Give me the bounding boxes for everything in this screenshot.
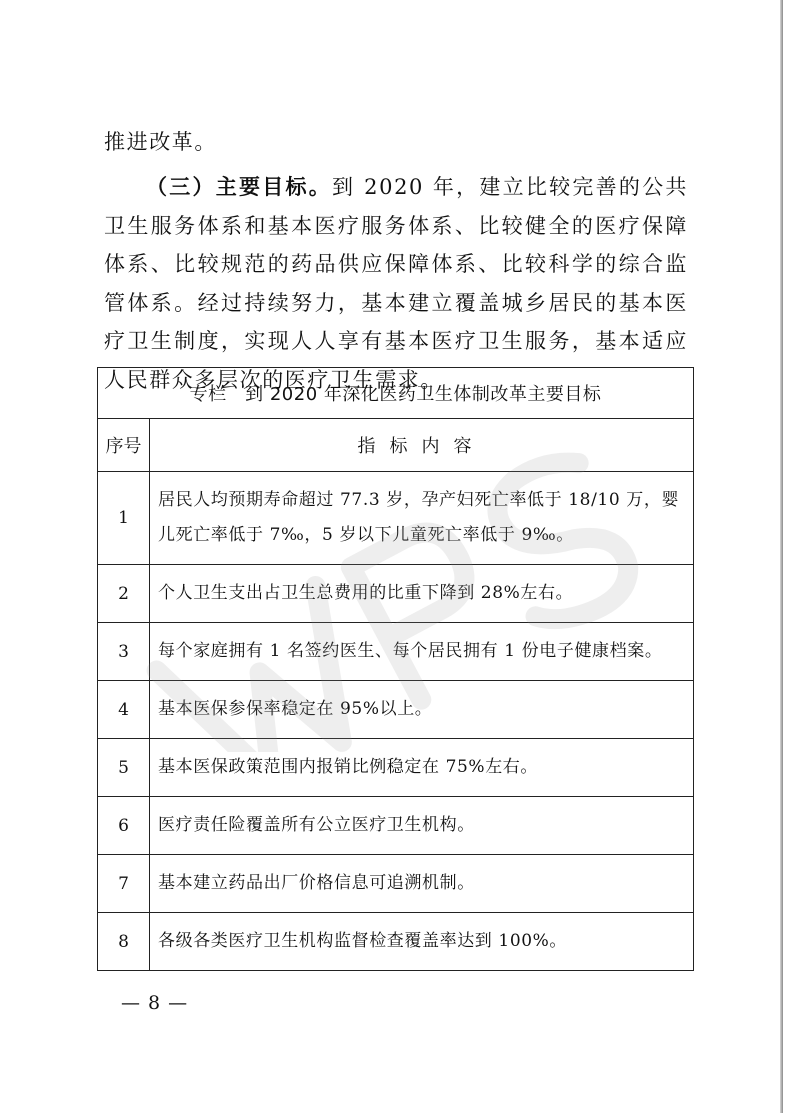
- paragraph-body: 到 2020 年，建立比较完善的公共卫生服务体系和基本医疗服务体系、比较健全的医疗保障体系、比较规范的药品供应保障体系、比较科学的综合监管体系。经过持续努力，基本建立覆盖城乡居民的基本医疗卫生制度，实现人人享有基本医疗卫生服务，基本适应人民群众多层次的医疗卫生需求。: [104, 175, 688, 392]
- table-row: [98, 913, 694, 971]
- row-number: 8: [98, 913, 150, 971]
- table-title: 专栏 到 2020 年深化医药卫生体制改革主要目标: [98, 368, 694, 419]
- header-content: [150, 419, 694, 472]
- row-number: 4: [98, 681, 150, 739]
- table-header-row: [98, 419, 694, 472]
- header-content-label: 指标内容: [357, 436, 486, 457]
- row-number: 1: [98, 472, 150, 565]
- row-number: 3: [98, 623, 150, 681]
- paragraph-main-goals: [104, 168, 688, 399]
- header-number: 序号: [98, 419, 150, 472]
- row-text: 个人卫生支出占卫生总费用的比重下降到 28%左右。: [150, 565, 694, 623]
- row-number: 7: [98, 855, 150, 913]
- table-title-row: [98, 368, 694, 419]
- table-row: [98, 565, 694, 623]
- table-row: [98, 681, 694, 739]
- row-text: 医疗责任险覆盖所有公立医疗卫生机构。: [150, 797, 694, 855]
- table-row: [98, 623, 694, 681]
- row-number: 6: [98, 797, 150, 855]
- row-text: 基本医保参保率稳定在 95%以上。: [150, 681, 694, 739]
- table-row: [98, 855, 694, 913]
- section-heading-inline: （三）主要目标。: [146, 174, 332, 199]
- page-edge-shadow: [780, 0, 783, 1113]
- table-row: [98, 739, 694, 797]
- paragraph-continuation: 推进改革。: [104, 130, 217, 154]
- row-number: 2: [98, 565, 150, 623]
- page-number: — 8 —: [121, 992, 189, 1014]
- row-text: 居民人均预期寿命超过 77.3 岁，孕产妇死亡率低于 18/10 万，婴儿死亡率低于 7‰，5 岁以下儿童死亡率低于 9‰。: [150, 472, 694, 565]
- row-number: 5: [98, 739, 150, 797]
- row-text: 基本建立药品出厂价格信息可追溯机制。: [150, 855, 694, 913]
- row-text: 各级各类医疗卫生机构监督检查覆盖率达到 100%。: [150, 913, 694, 971]
- table-row: [98, 797, 694, 855]
- table-row: [98, 472, 694, 565]
- row-text: 基本医保政策范围内报销比例稳定在 75%左右。: [150, 739, 694, 797]
- row-text: 每个家庭拥有 1 名签约医生、每个居民拥有 1 份电子健康档案。: [150, 623, 694, 681]
- goals-table: [97, 367, 694, 971]
